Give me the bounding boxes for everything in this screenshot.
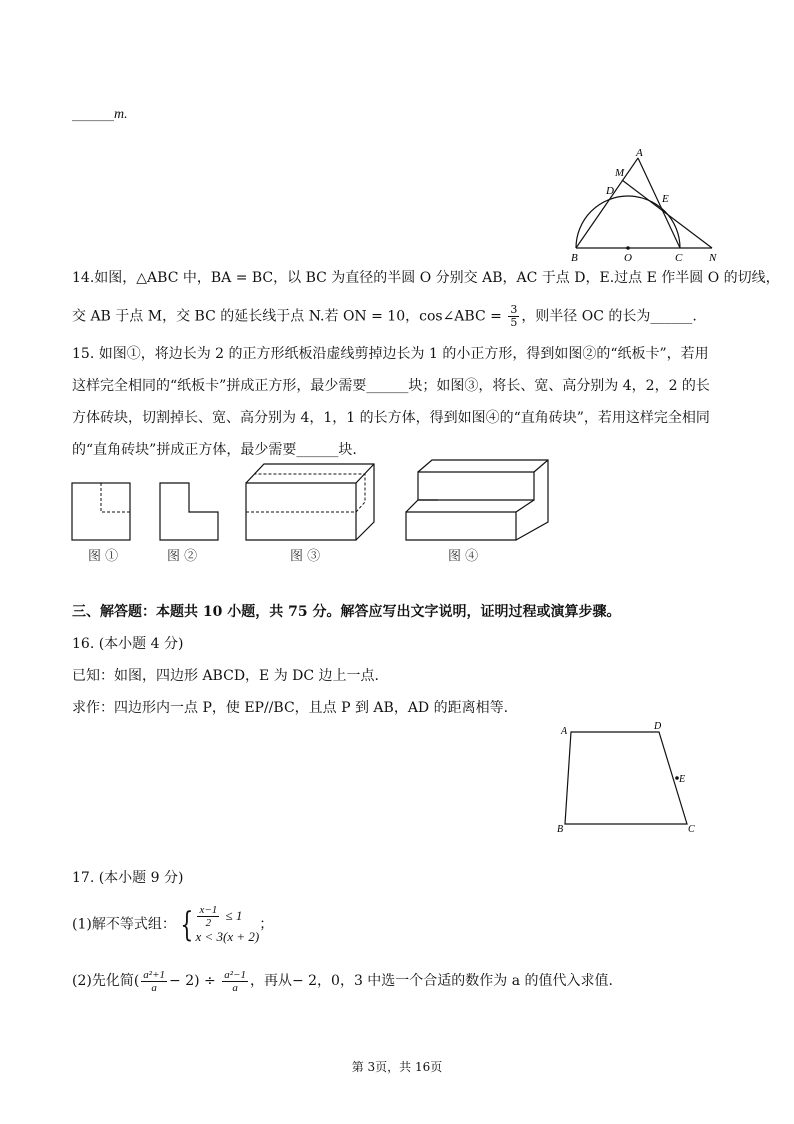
unit-text: m. bbox=[114, 107, 128, 122]
caption-fig-1: 图 ① bbox=[88, 549, 119, 564]
q14-figure bbox=[560, 146, 740, 264]
top-fragment bbox=[72, 104, 128, 125]
part2-prefix: (2)先化简( bbox=[72, 973, 140, 989]
page-footer: 第 3页，共 16页 bbox=[351, 1060, 443, 1074]
part2-suffix: ，再从− 2，0，3 中选一个合适的数作为 a 的值代入求值. bbox=[249, 973, 614, 989]
figure-3-cuboid bbox=[246, 464, 374, 540]
inequality-system bbox=[176, 904, 259, 945]
q15-line4: 的“直角砖块”拼成正方体，最少需要______块. bbox=[72, 442, 357, 458]
q16-figure bbox=[555, 718, 705, 838]
expr1-fraction bbox=[141, 969, 167, 994]
q15-line1: 15. 如图①，将边长为 2 的正方形纸板沿虚线剪掉边长为 1 的小正方形，得到如图②的“纸板卡”，若用 bbox=[72, 346, 709, 362]
q14-text-line2a: 交 AB 于点 M，交 BC 的延长线于点 N.若 ON = 10，cos∠ABC = bbox=[72, 308, 507, 325]
expr2-fraction bbox=[222, 969, 248, 994]
label-D: D bbox=[606, 185, 614, 197]
q16-title: 16. (本小题 4 分) bbox=[72, 636, 184, 652]
expr1-numerator: a²+1 bbox=[143, 968, 166, 981]
caption-fig-4: 图 ④ bbox=[448, 549, 479, 564]
cos-fraction bbox=[508, 304, 519, 329]
q15-line3: 方体砖块，切割掉长、宽、高分别为 4，1，1 的长方体，得到如图④的“直角砖块”，若用这样完全相同 bbox=[72, 410, 710, 426]
q14-text-line1: 如图，△ABC 中，BA = BC，以 BC 为直径的半圆 O 分别交 AB，AC 于点 D，E.过点 E 作半圆 O 的切线， bbox=[94, 270, 780, 286]
q16-label-B: B bbox=[557, 824, 564, 835]
ineq1-rest: ≤ 1 bbox=[225, 908, 243, 923]
caption-fig-2: 图 ② bbox=[167, 549, 198, 564]
q17-part2 bbox=[72, 968, 613, 994]
label-B: B bbox=[571, 252, 578, 264]
q14-number: 14. bbox=[72, 270, 95, 286]
label-E: E bbox=[662, 193, 669, 205]
q15-figures bbox=[60, 456, 560, 546]
expr1-denominator: a bbox=[151, 981, 157, 994]
frac-denominator: 5 bbox=[510, 316, 518, 329]
ineq1-fraction bbox=[197, 904, 219, 929]
q14-line1 bbox=[72, 268, 780, 288]
ineq1-numerator: x−1 bbox=[199, 904, 218, 916]
label-C: C bbox=[675, 252, 683, 264]
q17-part1 bbox=[72, 904, 273, 944]
q15-line2: 这样完全相同的“纸板卡”拼成正方形，最少需要______块；如图③，将长、宽、高分别为 4，2，2 的长 bbox=[72, 378, 710, 394]
answer-blank: ______ bbox=[72, 106, 114, 122]
figure-4-stepped-block bbox=[406, 460, 548, 540]
caption-fig-3: 图 ③ bbox=[290, 549, 321, 564]
label-N: N bbox=[709, 252, 717, 264]
part1-prefix: (1)解不等式组： bbox=[72, 916, 176, 933]
figure-2-l-shape bbox=[160, 483, 218, 540]
q17-title: 17. (本小题 9 分) bbox=[72, 870, 184, 886]
q16-label-D: D bbox=[654, 721, 662, 732]
q14-text-line2b: ，则半径 OC 的长为______. bbox=[521, 308, 697, 325]
ineq-row-2: x < 3(x + 2) bbox=[195, 929, 260, 944]
part1-suffix: ； bbox=[259, 916, 274, 933]
figure-1-square bbox=[72, 483, 130, 540]
q16-label-E: E bbox=[679, 774, 686, 785]
label-M: M bbox=[615, 167, 625, 179]
q16-label-A: A bbox=[561, 726, 568, 737]
q16-given: 已知：如图，四边形 ABCD，E 为 DC 边上一点. bbox=[72, 668, 380, 684]
section3-heading: 三、解答题：本题共 10 小题，共 75 分。解答应写出文字说明，证明过程或演算步骤。 bbox=[72, 604, 621, 620]
expr2-denominator: a bbox=[232, 981, 238, 994]
label-A: A bbox=[636, 147, 643, 159]
q16-label-C: C bbox=[688, 824, 695, 835]
label-O: O bbox=[624, 252, 632, 264]
frac-numerator: 3 bbox=[510, 303, 518, 316]
expr-middle: − 2) ÷ bbox=[169, 973, 216, 989]
expr2-numerator: a²−1 bbox=[224, 968, 246, 981]
ineq-row-1 bbox=[195, 904, 259, 929]
q16-construct: 求作：四边形内一点 P，使 EP//BC，且点 P 到 AB，AD 的距离相等. bbox=[72, 700, 509, 716]
brace-glyph: { bbox=[180, 904, 194, 945]
ineq1-denominator: 2 bbox=[205, 917, 212, 929]
q14-line2 bbox=[72, 304, 697, 329]
